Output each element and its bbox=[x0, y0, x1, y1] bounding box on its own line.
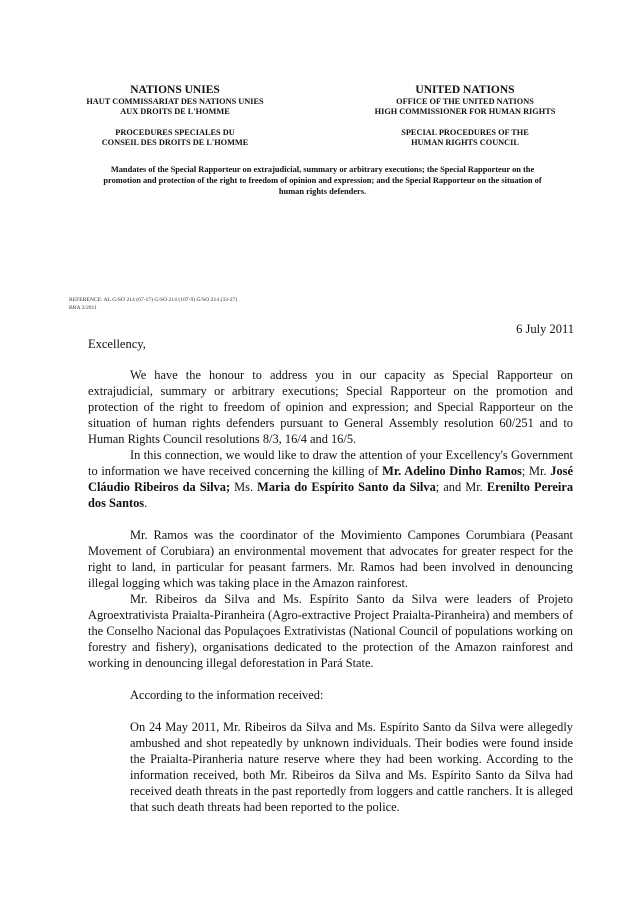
reference-line: BRA 3/2011 bbox=[69, 305, 97, 311]
header-line: OFFICE OF THE UNITED NATIONS bbox=[396, 97, 534, 106]
header-left-french bbox=[70, 84, 280, 148]
victim-name: Maria do Espírito Santo da Silva bbox=[257, 480, 436, 494]
header-line: CONSEIL DES DROITS DE L'HOMME bbox=[101, 138, 249, 147]
text: In this connection, we would like to draw the attention of your Excellency's Government to information we have received concerning the killing of bbox=[88, 448, 573, 478]
reference bbox=[69, 296, 237, 312]
header-line: AUX DROITS DE L'HOMME bbox=[120, 107, 230, 116]
reference-line: REFERENCE: AL G/SO 214 (67-17) G/SO 214 (107-9) G/SO 214 (33-27) bbox=[69, 297, 238, 303]
victim-name: Erenilto Pereira dos Santos bbox=[88, 480, 574, 510]
letter-date: 6 July 2011 bbox=[516, 322, 574, 336]
text: . bbox=[144, 496, 148, 510]
text: ; Mr. bbox=[521, 464, 551, 478]
mandates-heading: Mandates of the Special Rapporteur on extrajudicial, summary or arbitrary executions; the Special Rapporteur on the promotion and protection of the right to freedom of opinion and expression; and the Special Rapporteur on the situation of human rights defenders. bbox=[103, 165, 542, 196]
org-title-fr: NATIONS UNIES bbox=[130, 84, 220, 96]
org-title-en: UNITED NATIONS bbox=[415, 84, 515, 96]
header-line: HAUT COMMISSARIAT DES NATIONS UNIES bbox=[86, 97, 264, 106]
victim-name: José Cláudio Ribeiros da Silva; bbox=[88, 464, 573, 494]
text: ; and Mr. bbox=[435, 480, 487, 494]
header-line: HIGH COMMISSIONER FOR HUMAN RIGHTS bbox=[374, 107, 556, 116]
header-line: PROCEDURES SPECIALES DU bbox=[115, 128, 235, 137]
paragraph-5: According to the information received: bbox=[130, 688, 324, 702]
paragraph-3: Mr. Ramos was the coordinator of the Movimiento Campones Corumbiara (Peasant Movement of Corubiara) an environmental movement that advocates for greater respect for the right to land, in particular for peasant farmers. Mr. Ramos had been involved in denouncing illegal logging which was taking place in the Amazon rainforest. bbox=[88, 528, 573, 590]
paragraph-2 bbox=[88, 447, 573, 511]
text: Ms. bbox=[230, 480, 258, 494]
quoted-paragraph: On 24 May 2011, Mr. Ribeiros da Silva and Ms. Espírito Santo da Silva were allegedly ambushed and shot repeatedly by unknown individuals. Their bodies were found inside the Praialta-Piranheria nature reserve where they had been working. According to the information received, both Mr. Ribeiros da Silva and Ms. Espírito Santo da Silva had received death threats in the past reportedly from loggers and cattle ranchers. It is alleged that such death threats had been reported to the police. bbox=[130, 720, 573, 814]
salutation: Excellency, bbox=[88, 337, 146, 351]
paragraph-4: Mr. Ribeiros da Silva and Ms. Espírito Santo da Silva were leaders of Projeto Agroextrativista Praialta-Piranheira (Agro-extractive Project Praialta-Piranheira) and members of the Conselho Nacional das Populaçoes Extrativistas (National Council of populations working on forestry and fishery), organisations dedicated to the protection of the Amazon rainforest and working in denouncing illegal deforestation in Pará State. bbox=[88, 592, 573, 670]
header-right-english bbox=[345, 84, 585, 148]
header-line: SPECIAL PROCEDURES OF THE bbox=[401, 128, 529, 137]
header-line: HUMAN RIGHTS COUNCIL bbox=[411, 138, 519, 147]
victim-name: Mr. Adelino Dinho Ramos bbox=[382, 464, 522, 478]
paragraph-1: We have the honour to address you in our capacity as Special Rapporteur on extrajudicial, summary or arbitrary executions; Special Rapporteur on the promotion and protection of the right to freedom of opinion and expression; and Special Rapporteur on the situation of human rights defenders pursuant to General Assembly resolution 60/251 and to Human Rights Council resolutions 8/3, 16/4 and 16/5. bbox=[88, 368, 573, 446]
